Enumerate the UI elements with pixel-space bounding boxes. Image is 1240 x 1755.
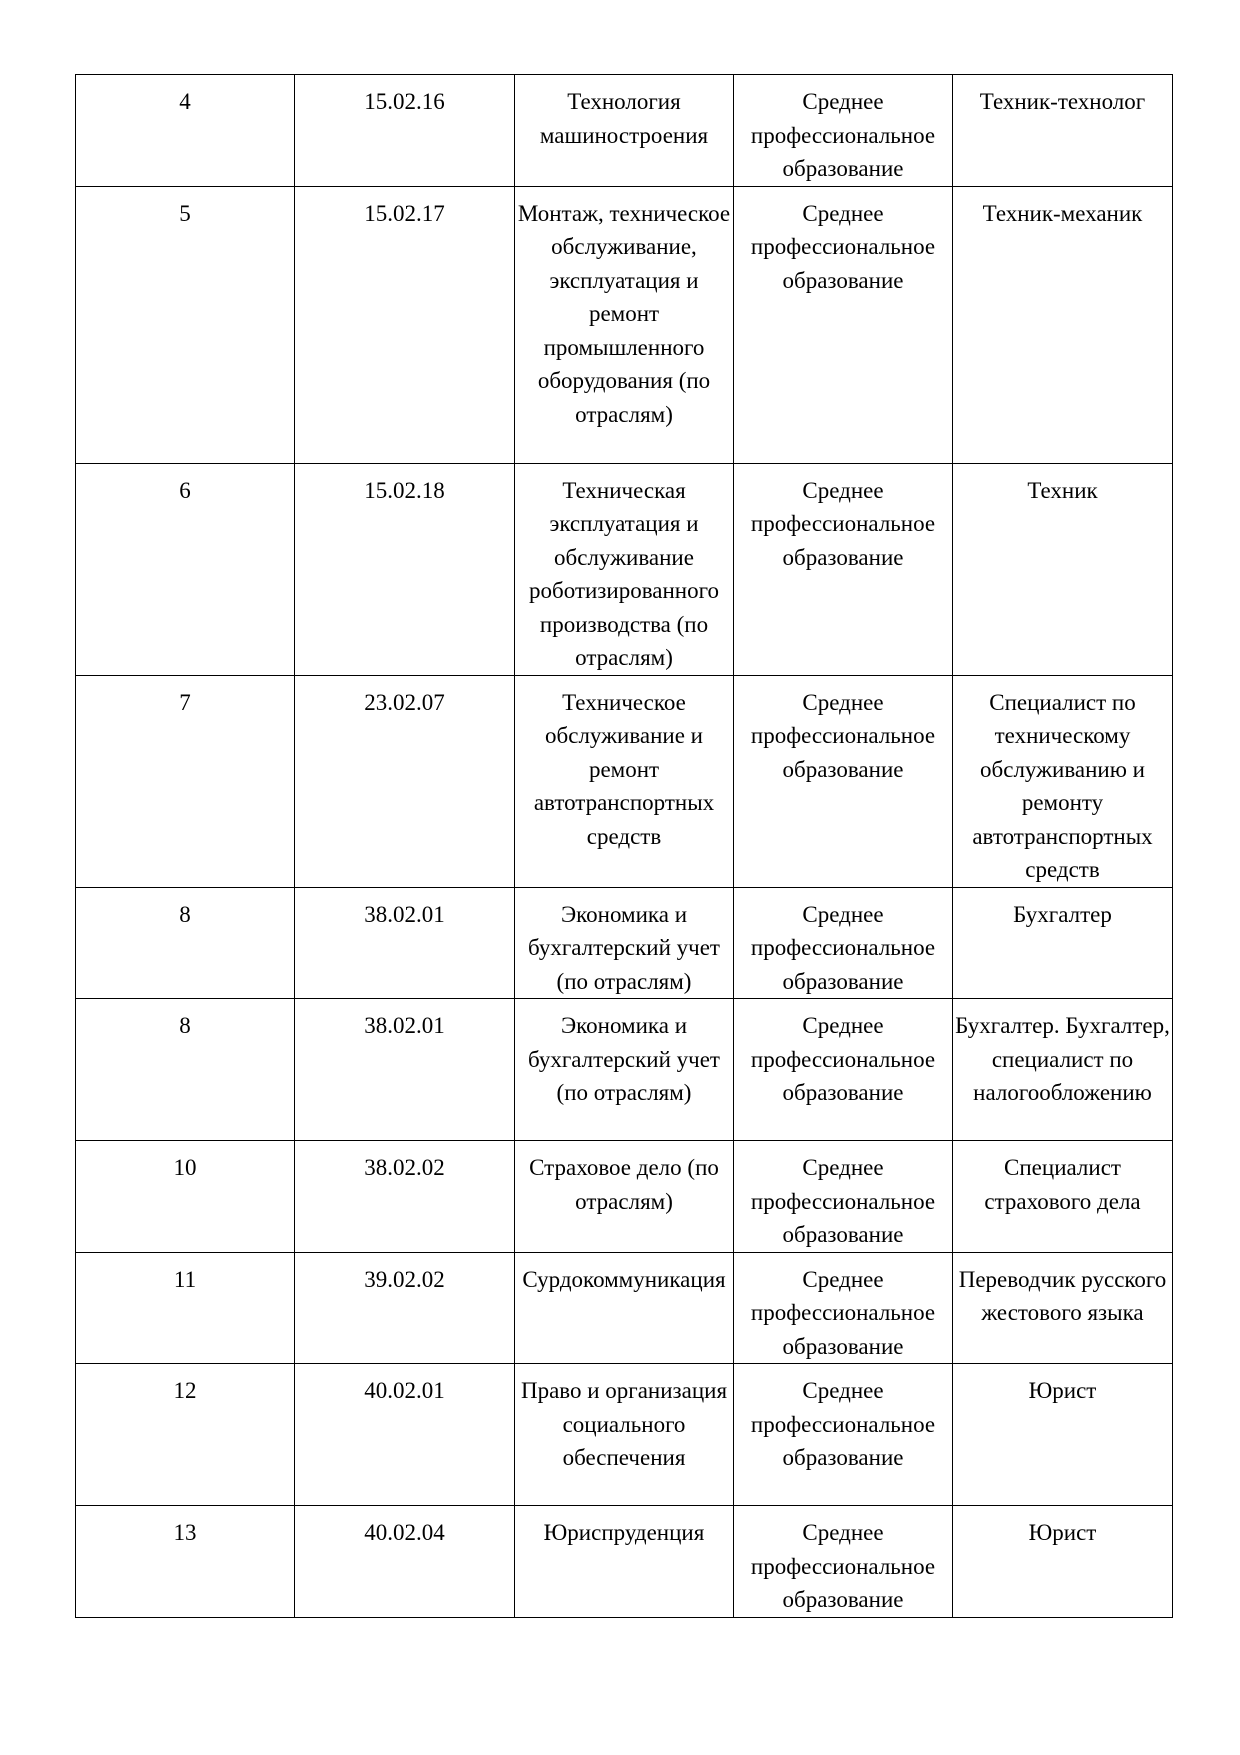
specialty-name: Экономика и бухгалтерский учет (по отраслям) [528,901,720,994]
qualification-cell [953,887,1173,999]
code-cell [295,75,515,187]
code-cell [295,675,515,887]
qualification: Техник-технолог [979,89,1146,114]
name-cell [515,75,734,187]
row-number: 13 [173,1520,197,1545]
qualification: Специалист страхового дела [984,1155,1141,1214]
row-number-cell [76,1252,295,1364]
specialty-code: 39.02.02 [364,1266,445,1292]
specialty-code: 15.02.17 [364,200,445,226]
qualification-cell [953,675,1173,887]
qualification: Бухгалтер [1013,901,1112,927]
level-cell [734,887,953,999]
specialty-name: Право и организация социального обеспечения [520,1378,728,1470]
specialty-name: Сурдокоммуникация [522,1266,726,1292]
row-number-cell [76,887,295,999]
level-cell [734,1506,953,1618]
level-cell [734,999,953,1141]
table-row [76,463,1173,675]
specialty-name: Техническая эксплуатация и обслуживание роботизированного производства (по отраслям) [529,477,719,670]
specialty-code: 40.02.04 [364,1520,445,1545]
qualification: Техник-механик [982,200,1143,226]
specialty-code: 15.02.16 [364,89,445,114]
qualification: Бухгалтер. Бухгалтер, специалист по налогообложению [955,1013,1170,1105]
code-cell [295,1141,515,1253]
table-row [76,675,1173,887]
table-row [76,1364,1173,1506]
row-number: 12 [173,1378,197,1403]
qualification-cell [953,1252,1173,1364]
qualification: Техник [1027,477,1098,503]
education-level: Среднее профессиональное образование [750,689,936,782]
qualification-cell [953,999,1173,1141]
name-cell [515,463,734,675]
name-cell [515,1364,734,1506]
row-number: 10 [173,1155,197,1180]
specialty-code: 38.02.02 [364,1155,445,1180]
specialty-code: 23.02.07 [364,689,445,715]
row-number-cell [76,675,295,887]
qualification-cell [953,463,1173,675]
qualification-cell [953,186,1173,463]
table-row [76,1141,1173,1253]
qualification-cell [953,1506,1173,1618]
code-cell [295,1506,515,1618]
specialty-code: 40.02.01 [364,1378,445,1403]
education-level: Среднее профессиональное образование [750,1155,936,1247]
row-number: 11 [173,1266,197,1292]
table-row [76,999,1173,1141]
specialties-table [75,74,1173,1618]
name-cell [515,887,734,999]
level-cell [734,675,953,887]
table-row [76,1252,1173,1364]
qualification: Переводчик русского жестового языка [958,1266,1167,1325]
row-number-cell [76,463,295,675]
row-number-cell [76,1506,295,1618]
education-level: Среднее профессиональное образование [750,89,936,181]
code-cell [295,186,515,463]
education-level: Среднее профессиональное образование [750,477,936,570]
level-cell [734,186,953,463]
qualification: Юрист [1028,1378,1097,1403]
education-level: Среднее профессиональное образование [750,1013,936,1105]
name-cell [515,1506,734,1618]
row-number: 8 [179,1013,191,1038]
specialty-name: Монтаж, техническое обслуживание, эксплуатация и ремонт промышленного оборудования (по отраслям) [517,200,731,427]
specialty-code: 38.02.01 [364,901,445,927]
level-cell [734,75,953,187]
table-row [76,75,1173,187]
education-level: Среднее профессиональное образование [750,200,936,293]
qualification-cell [953,1364,1173,1506]
row-number: 8 [179,901,191,927]
code-cell [295,1252,515,1364]
table-row [76,186,1173,463]
row-number: 7 [179,689,191,715]
name-cell [515,1141,734,1253]
name-cell [515,675,734,887]
row-number-cell [76,75,295,187]
education-level: Среднее профессиональное образование [750,1266,936,1359]
qualification: Юрист [1028,1520,1097,1545]
specialty-name: Юриспруденция [543,1520,705,1545]
level-cell [734,1141,953,1253]
code-cell [295,999,515,1141]
qualification-cell [953,75,1173,187]
code-cell [295,887,515,999]
row-number-cell [76,186,295,463]
row-number: 4 [179,89,191,114]
code-cell [295,1364,515,1506]
specialty-name: Страховое дело (по отраслям) [529,1155,719,1214]
level-cell [734,463,953,675]
row-number-cell [76,1364,295,1506]
specialty-name: Экономика и бухгалтерский учет (по отраслям) [528,1013,720,1105]
name-cell [515,186,734,463]
level-cell [734,1252,953,1364]
education-level: Среднее профессиональное образование [750,1520,936,1612]
specialty-name: Техническое обслуживание и ремонт автотранспортных средств [533,689,715,849]
specialty-code: 38.02.01 [364,1013,445,1038]
name-cell [515,1252,734,1364]
code-cell [295,463,515,675]
table-row [76,1506,1173,1618]
table-body [76,75,1173,1618]
name-cell [515,999,734,1141]
qualification-cell [953,1141,1173,1253]
specialty-code: 15.02.18 [364,477,445,503]
education-level: Среднее профессиональное образование [750,901,936,994]
qualification: Специалист по техническому обслуживанию и ремонту автотранспортных средств [972,689,1153,882]
table-row [76,887,1173,999]
row-number-cell [76,999,295,1141]
level-cell [734,1364,953,1506]
row-number: 5 [179,200,191,226]
row-number-cell [76,1141,295,1253]
specialty-name: Технология машиностроения [539,89,709,148]
education-level: Среднее профессиональное образование [750,1378,936,1470]
row-number: 6 [179,477,191,503]
